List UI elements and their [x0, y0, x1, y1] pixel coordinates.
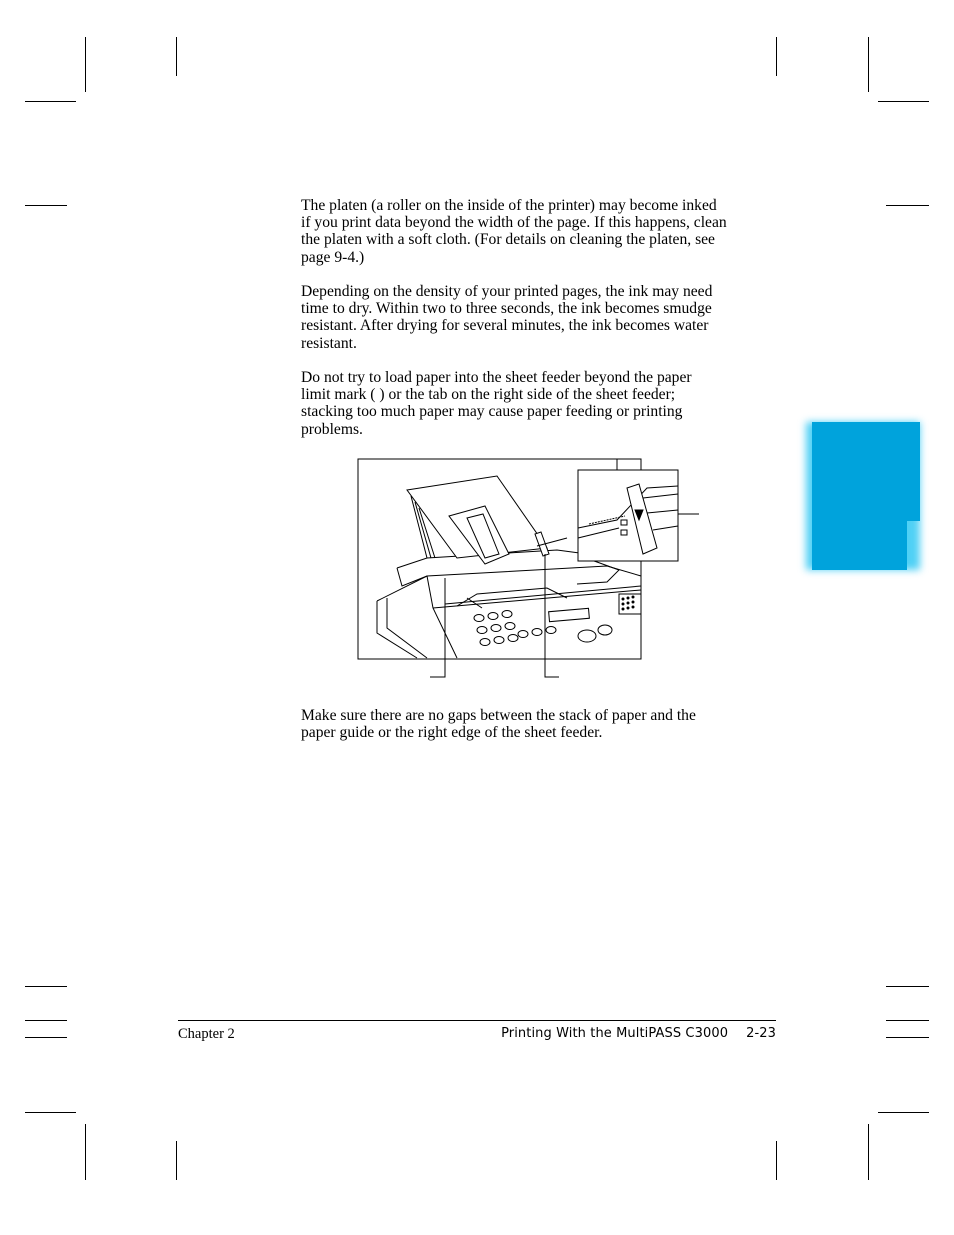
- page-number: 2-23: [746, 1026, 776, 1041]
- paragraph-density: Depending on the density of your printed pages, the ink may need time to dry. Within two to three seconds, the ink becomes smudge resistant. After drying for several minutes, the ink becomes water resistant.: [301, 283, 713, 352]
- paragraph-platen: The platen (a roller on the inside of the printer) may become inked if you print data beyond the width of the page. If this happens, clean the platen with a soft cloth. (For details on cleaning the platen, see page 9-4.): [301, 197, 727, 266]
- paragraph-limit-mark: Do not try to load paper into the sheet feeder beyond the paper limit mark ( ) or the tab on the right side of the sheet feeder; stacking too much paper may cause paper feeding or printing problems.: [301, 369, 692, 438]
- paragraph-no-gaps: Make sure there are no gaps between the stack of paper and the paper guide or the right edge of the sheet feeder.: [301, 707, 696, 742]
- footer-running-title: [501, 1026, 776, 1041]
- footer-chapter: Chapter 2: [178, 1026, 235, 1042]
- printer-illustration: [357, 458, 702, 686]
- footer-title: Printing With the MultiPASS C3000: [501, 1026, 729, 1041]
- footer-rule: [178, 1020, 776, 1021]
